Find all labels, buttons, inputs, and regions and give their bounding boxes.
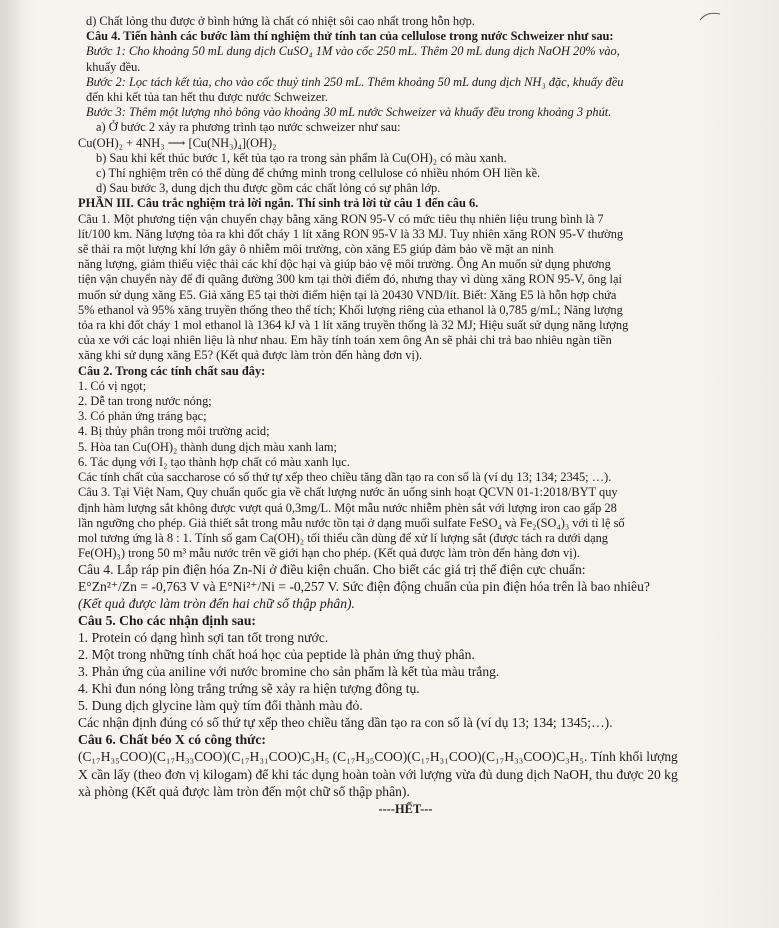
q4-step1: Bước 1: Cho khoảng 50 mL dung dịch CuSO₄ 1M vào cốc 250 mL. Thêm 20 mL dung dịch NaOH 20% vào, — [86, 44, 620, 59]
p3-q3-line3: lần ngưỡng cho phép. Giả thiết sắt trong mẫu nước tồn tại ở dạng muối sulfate FeSO₄ và Fe₂(SO₄)₃ với tỉ lệ số — [78, 515, 625, 530]
p3-q1-line2: lít/100 km. Năng lượng tỏa ra khi đốt cháy 1 lít xăng RON 95-V là 33 MJ. Tuy nhiên xăng RON 95-V thường — [78, 226, 624, 241]
q4-option-a: a) Ở bước 2 xảy ra phương trình tạo nước schweizer như sau: — [96, 120, 401, 135]
exam-text — [60, 14, 751, 818]
q4-option-d: d) Sau bước 3, dung dịch thu được gồm các chất lỏng có sự phân lớp. — [96, 181, 441, 196]
p3-q5-item1: 1. Protein có dạng hình sợi tan tốt trong nước. — [78, 630, 329, 646]
p3-q5-item2: 2. Một trong những tính chất hoá học của peptide là phản ứng thuỷ phân. — [78, 647, 475, 663]
p3-q1-line1: Câu 1. Một phương tiện vận chuyển chạy bằng xăng RON 95-V có mức tiêu thụ nhiên liệu trung bình là 7 — [78, 211, 604, 226]
p3-q6-formula: (C₁₇H₃₅COO)(C₁₇H₃₃COO)(C₁₇H₃₁COO)C₃H₅ (C₁₇H₃₅COO)(C₁₇H₃₁COO)(C₁₇H₃₃COO)C₃H₅. Tính khối lượng — [78, 749, 678, 765]
p3-q2-title: Câu 2. Trong các tính chất sau đây: — [78, 363, 266, 378]
q4-step3: Bước 3: Thêm một lượng nhỏ bông vào khoảng 30 mL nước Schweizer và khuấy đều trong khoảng 3 phút. — [86, 105, 612, 120]
p3-q5-item3: 3. Phản ứng của aniline với nước bromine cho sản phẩm là kết tủa màu trắng. — [78, 664, 500, 680]
p3-q4-line3: (Kết quả được làm tròn đến hai chữ số thập phân). — [78, 596, 355, 612]
p3-q1-line3: sẽ thải ra một lượng khí lớn gây ô nhiễm môi trường, còn xăng E5 giúp đảm bảo về mặt an ninh — [78, 242, 554, 257]
page-fold-shadow — [0, 0, 22, 928]
p3-q2-item3: 3. Có phản ứng tráng bạc; — [78, 409, 207, 424]
p3-q3-line2: định hàm lượng sắt không được vượt quá 0,3mg/L. Một mẫu nước nhiễm phèn sắt với lượng iron cao gấp 28 — [78, 500, 617, 515]
p3-q1-line9: của xe với các loại nhiên liệu là như nhau. Em hãy tính toán xem ông An sẽ phải chi trả bao nhiêu ngàn tiền — [78, 333, 612, 348]
q3-option-d: d) Chất lỏng thu được ở bình hứng là chất có nhiệt sôi cao nhất trong hỗn hợp. — [86, 14, 475, 28]
p3-q6-title: Câu 6. Chất béo X có công thức: — [78, 732, 266, 748]
p3-q1-line6: muốn sử dụng xăng E5. Giả xăng E5 tại thời điểm hiện tại là 20430 VND/lít. Biết: Xăng E5 là hỗn hợp chứa — [78, 287, 617, 302]
q4-step2: Bước 2: Lọc tách kết tủa, cho vào cốc thuỷ tinh 250 mL. Thêm khoảng 50 mL dung dịch NH₃ đặc, khuấy đều — [86, 74, 624, 89]
p3-q2-item6: 6. Tác dụng với I₂ tạo thành hợp chất có màu xanh lục. — [78, 454, 350, 469]
p3-q2-prompt: Các tính chất của saccharose có số thứ tự xếp theo chiều tăng dần tạo ra con số là (ví dụ 13; 134; 2345; …). — [78, 470, 612, 485]
p3-q2-item1: 1. Có vị ngọt; — [78, 378, 147, 393]
p3-q5-item5: 5. Dung dịch glycine làm quỳ tím đổi thành màu đỏ. — [78, 698, 363, 714]
p3-q3-line4: mol tương ứng là 8 : 1. Tính số gam Ca(OH)₂ tối thiểu cần dùng để xử lí lượng sắt (được tách ra dưới dạng — [78, 530, 608, 545]
part3-heading: PHẦN III. Câu trắc nghiệm trả lời ngắn. Thí sinh trả lời từ câu 1 đến câu 6. — [78, 196, 479, 211]
p3-q1-line5: tiện vận chuyển này để đi quãng đường 300 km tại thời điểm đó, nhưng thay vì dùng xăng RON 95-V, ông lại — [78, 272, 622, 287]
q4-title: Câu 4. Tiến hành các bước làm thí nghiệm thử tính tan của cellulose trong nước Schweizer như sau: — [86, 29, 614, 44]
p3-q4-line1: Câu 4. Lắp ráp pin điện hóa Zn-Ni ở điều kiện chuẩn. Cho biết các giá trị thế điện cực chuẩn: — [78, 562, 586, 578]
pen-mark-icon — [699, 10, 721, 24]
p3-q5-item4: 4. Khi đun nóng lòng trắng trứng sẽ xảy ra hiện tượng đông tụ. — [78, 681, 420, 697]
p3-q1-line10: xăng khi sử dụng xăng E5? (Kết quả được làm tròn đến hàng đơn vị). — [78, 348, 423, 363]
q4-option-c: c) Thí nghiệm trên có thể dùng để chứng minh trong cellulose có nhiều nhóm OH liền kề. — [96, 166, 541, 181]
q4-step2-cont: đến khi kết tủa tan hết thu được nước Schweizer. — [86, 90, 328, 105]
p3-q3-line1: Câu 3. Tại Việt Nam, Quy chuẩn quốc gia về chất lượng nước ăn uống sinh hoạt QCVN 01-1:2018/BYT quy — [78, 485, 618, 500]
p3-q1-line8: tỏa ra khi đốt cháy 1 mol ethanol là 1364 kJ và 1 lít xăng truyền thống là 32 MJ; Hiệu suất sử dụng năng lượng — [78, 318, 629, 333]
p3-q2-item2: 2. Dễ tan trong nước nóng; — [78, 394, 212, 409]
end-marker: ----HẾT--- — [378, 802, 433, 817]
p3-q6-line3: xà phòng (Kết quả được làm tròn đến một chữ số thập phân). — [78, 784, 410, 800]
q4-equation: Cu(OH)₂ + 4NH₃ ⟶ [Cu(NH₃)₄](OH)₂ — [78, 135, 277, 150]
p3-q5-title: Câu 5. Cho các nhận định sau: — [78, 613, 256, 629]
q4-option-b: b) Sau khi kết thúc bước 1, kết tủa tạo ra trong sản phẩm là Cu(OH)₂ có màu xanh. — [96, 150, 507, 165]
q4-step1-cont: khuấy đều. — [86, 59, 141, 74]
p3-q1-line4: năng lượng, giảm thiểu việc thải các khí độc hại và giúp bảo vệ môi trường. Ông An muốn sử dụng phương — [78, 257, 611, 272]
p3-q5-prompt: Các nhận định đúng có số thứ tự xếp theo chiều tăng dần tạo ra con số là (ví dụ 13; 134; 1345;…). — [78, 715, 613, 731]
p3-q1-line7: 5% ethanol và 95% xăng truyền thống theo thể tích; Khối lượng riêng của ethanol là 0,785 g/mL; Năng lượng — [78, 302, 623, 317]
p3-q4-line2: E°Zn²⁺/Zn = -0,763 V và E°Ni²⁺/Ni = -0,257 V. Sức điện động chuẩn của pin điện hóa trên là bao nhiêu? — [78, 579, 650, 595]
p3-q3-line5: Fe(OH)₃) trong 50 m³ mẫu nước trên về giới hạn cho phép. (Kết quả được làm tròn đến hàng đơn vị). — [78, 546, 580, 561]
p3-q2-item5: 5. Hòa tan Cu(OH)₂ thành dung dịch màu xanh lam; — [78, 439, 337, 454]
p3-q6-line2: X cần lấy (theo đơn vị kilogam) để khi tác dụng hoàn toàn với lượng vừa đủ dung dịch NaOH, thu được 20 kg — [78, 767, 678, 783]
p3-q2-item4: 4. Bị thủy phân trong môi trường acid; — [78, 424, 270, 439]
